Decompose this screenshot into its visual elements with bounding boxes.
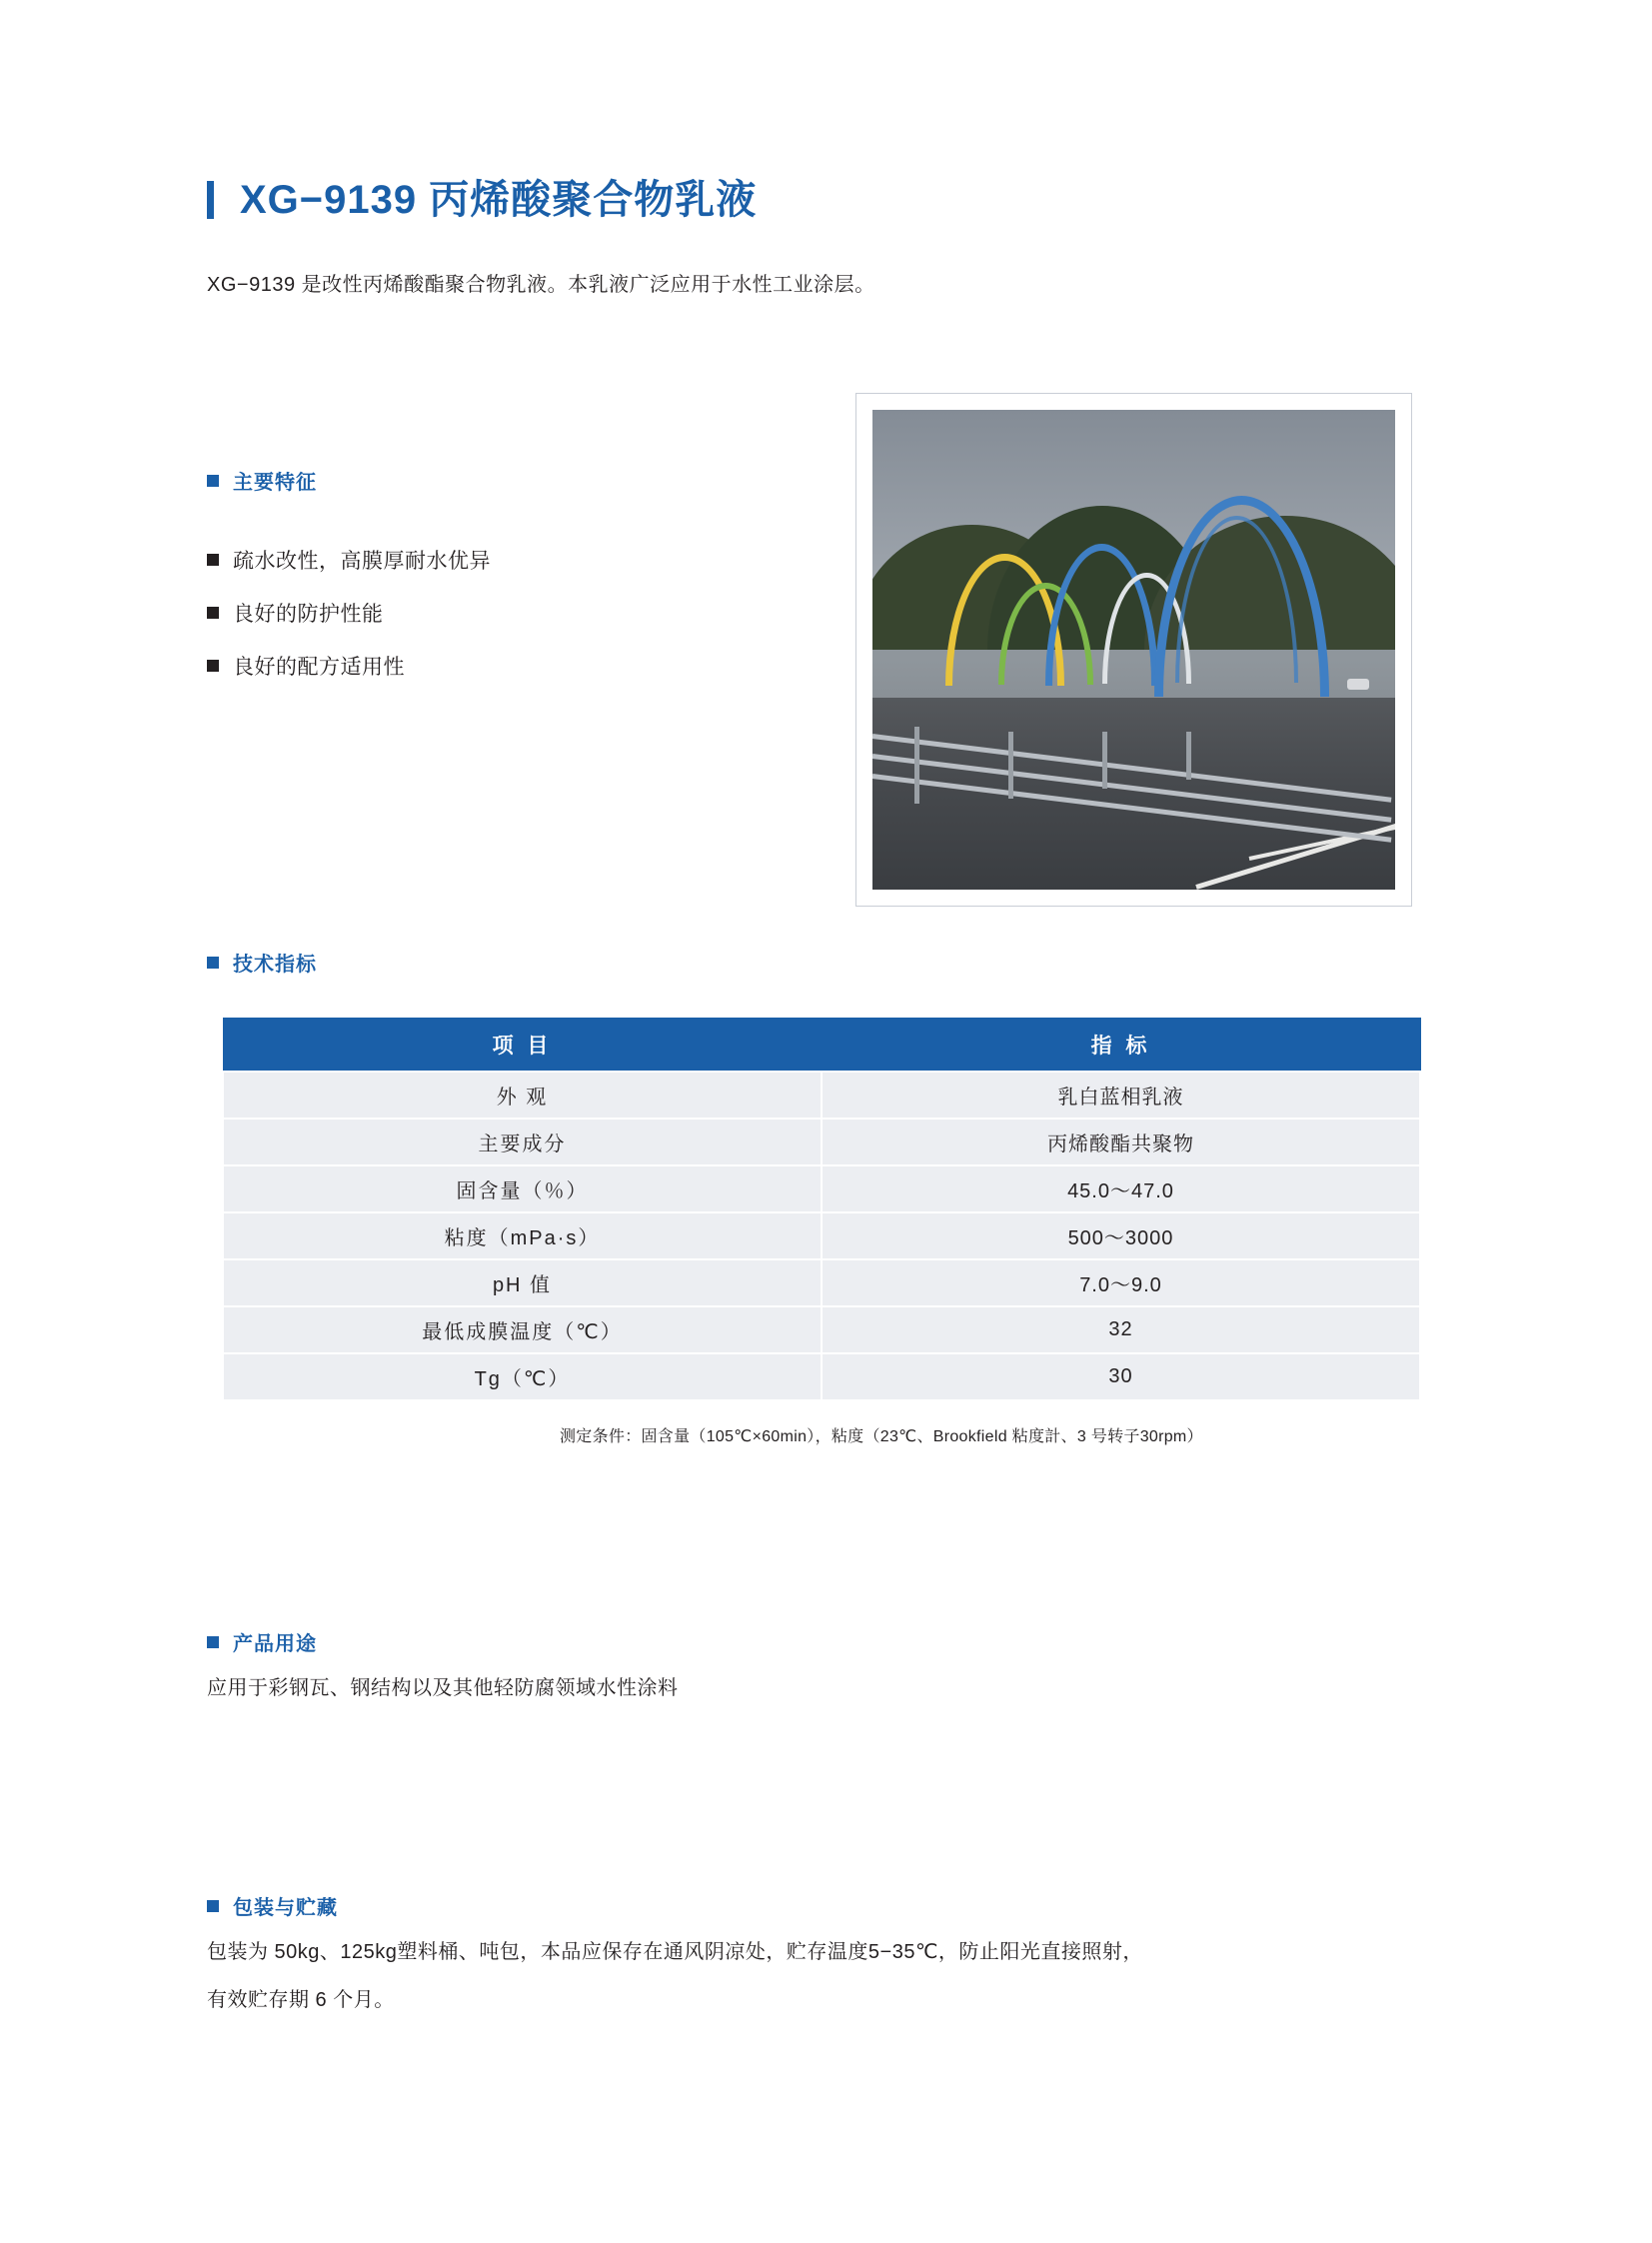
cell-value: 7.0～9.0 — [822, 1259, 1420, 1306]
photo-guardrail-post — [1008, 732, 1013, 799]
bullet-square-icon — [207, 607, 219, 619]
cell-value: 500～3000 — [822, 1212, 1420, 1259]
photo-guardrail — [872, 727, 1395, 804]
packaging-text-line2: 有效贮存期 6 个月。 — [207, 1989, 395, 2011]
list-item-label: 疏水改性，高膜厚耐水优异 — [233, 550, 491, 573]
list-item — [207, 651, 491, 681]
section-heading-features — [207, 466, 317, 495]
packaging-text-line1: 包装为 50kg、125kg塑料桶、吨包，本品应保存在通风阴凉处，贮存温度5−35℃，防止阳光直接照射， — [207, 1941, 1143, 1963]
photo-guardrail-post — [914, 727, 919, 804]
cell-item: pH 值 — [223, 1259, 822, 1306]
photo-guardrail-post — [1186, 732, 1191, 780]
table-row — [223, 1353, 1420, 1400]
cell-item: 粘度（mPa·s） — [223, 1212, 822, 1259]
column-header-value: 指 标 — [822, 1019, 1420, 1073]
photo-car — [1347, 679, 1369, 690]
photo-guardrail-post — [1102, 732, 1107, 790]
bullet-square-icon — [207, 1636, 219, 1648]
bullet-square-icon — [207, 1900, 219, 1912]
title-text: XG−9139 丙烯酸聚合物乳液 — [240, 178, 758, 222]
features-list — [207, 545, 491, 704]
table-row — [223, 1072, 1420, 1119]
product-photo-frame — [855, 393, 1412, 907]
cell-item: 最低成膜温度（℃） — [223, 1306, 822, 1353]
specs-table-note: 测定条件：固含量（105℃×60min），粘度（23℃、Brookfield 粘度計、3 号转子30rpm） — [560, 1428, 1203, 1445]
cell-value: 45.0～47.0 — [822, 1165, 1420, 1212]
specs-table — [222, 1018, 1421, 1401]
column-header-item: 项 目 — [223, 1019, 822, 1073]
bullet-square-icon — [207, 475, 219, 487]
section-heading-packaging-label: 包装与贮藏 — [233, 1897, 338, 1919]
cell-value: 32 — [822, 1306, 1420, 1353]
section-heading-uses — [207, 1627, 317, 1656]
bridge-arches-highway-photo — [872, 410, 1395, 890]
cell-item: 主要成分 — [223, 1119, 822, 1165]
section-heading-specs-label: 技术指标 — [233, 954, 317, 976]
cell-item: 外 观 — [223, 1072, 822, 1119]
cell-item: 固含量（％） — [223, 1165, 822, 1212]
section-heading-packaging — [207, 1891, 338, 1920]
list-item — [207, 598, 491, 628]
page-subtitle: XG−9139 是改性丙烯酸酯聚合物乳液。本乳液广泛应用于水性工业涂层。 — [207, 274, 875, 296]
title-accent-bar — [207, 181, 214, 219]
list-item — [207, 545, 491, 575]
table-row — [223, 1259, 1420, 1306]
table-row — [223, 1306, 1420, 1353]
section-heading-features-label: 主要特征 — [233, 472, 317, 494]
bullet-square-icon — [207, 660, 219, 672]
table-row — [223, 1212, 1420, 1259]
list-item-label: 良好的配方适用性 — [233, 656, 405, 679]
cell-item: Tg（℃） — [223, 1353, 822, 1400]
uses-text: 应用于彩钢瓦、钢结构以及其他轻防腐领域水性涂料 — [207, 1677, 679, 1699]
table-header-row — [223, 1019, 1420, 1073]
bullet-square-icon — [207, 957, 219, 969]
cell-value: 乳白蓝相乳液 — [822, 1072, 1420, 1119]
table-row — [223, 1119, 1420, 1165]
section-heading-uses-label: 产品用途 — [233, 1633, 317, 1655]
list-item-label: 良好的防护性能 — [233, 603, 384, 626]
cell-value: 30 — [822, 1353, 1420, 1400]
cell-value: 丙烯酸酯共聚物 — [822, 1119, 1420, 1165]
table-row — [223, 1165, 1420, 1212]
page-title — [207, 180, 757, 220]
section-heading-specs — [207, 948, 317, 977]
bullet-square-icon — [207, 554, 219, 566]
